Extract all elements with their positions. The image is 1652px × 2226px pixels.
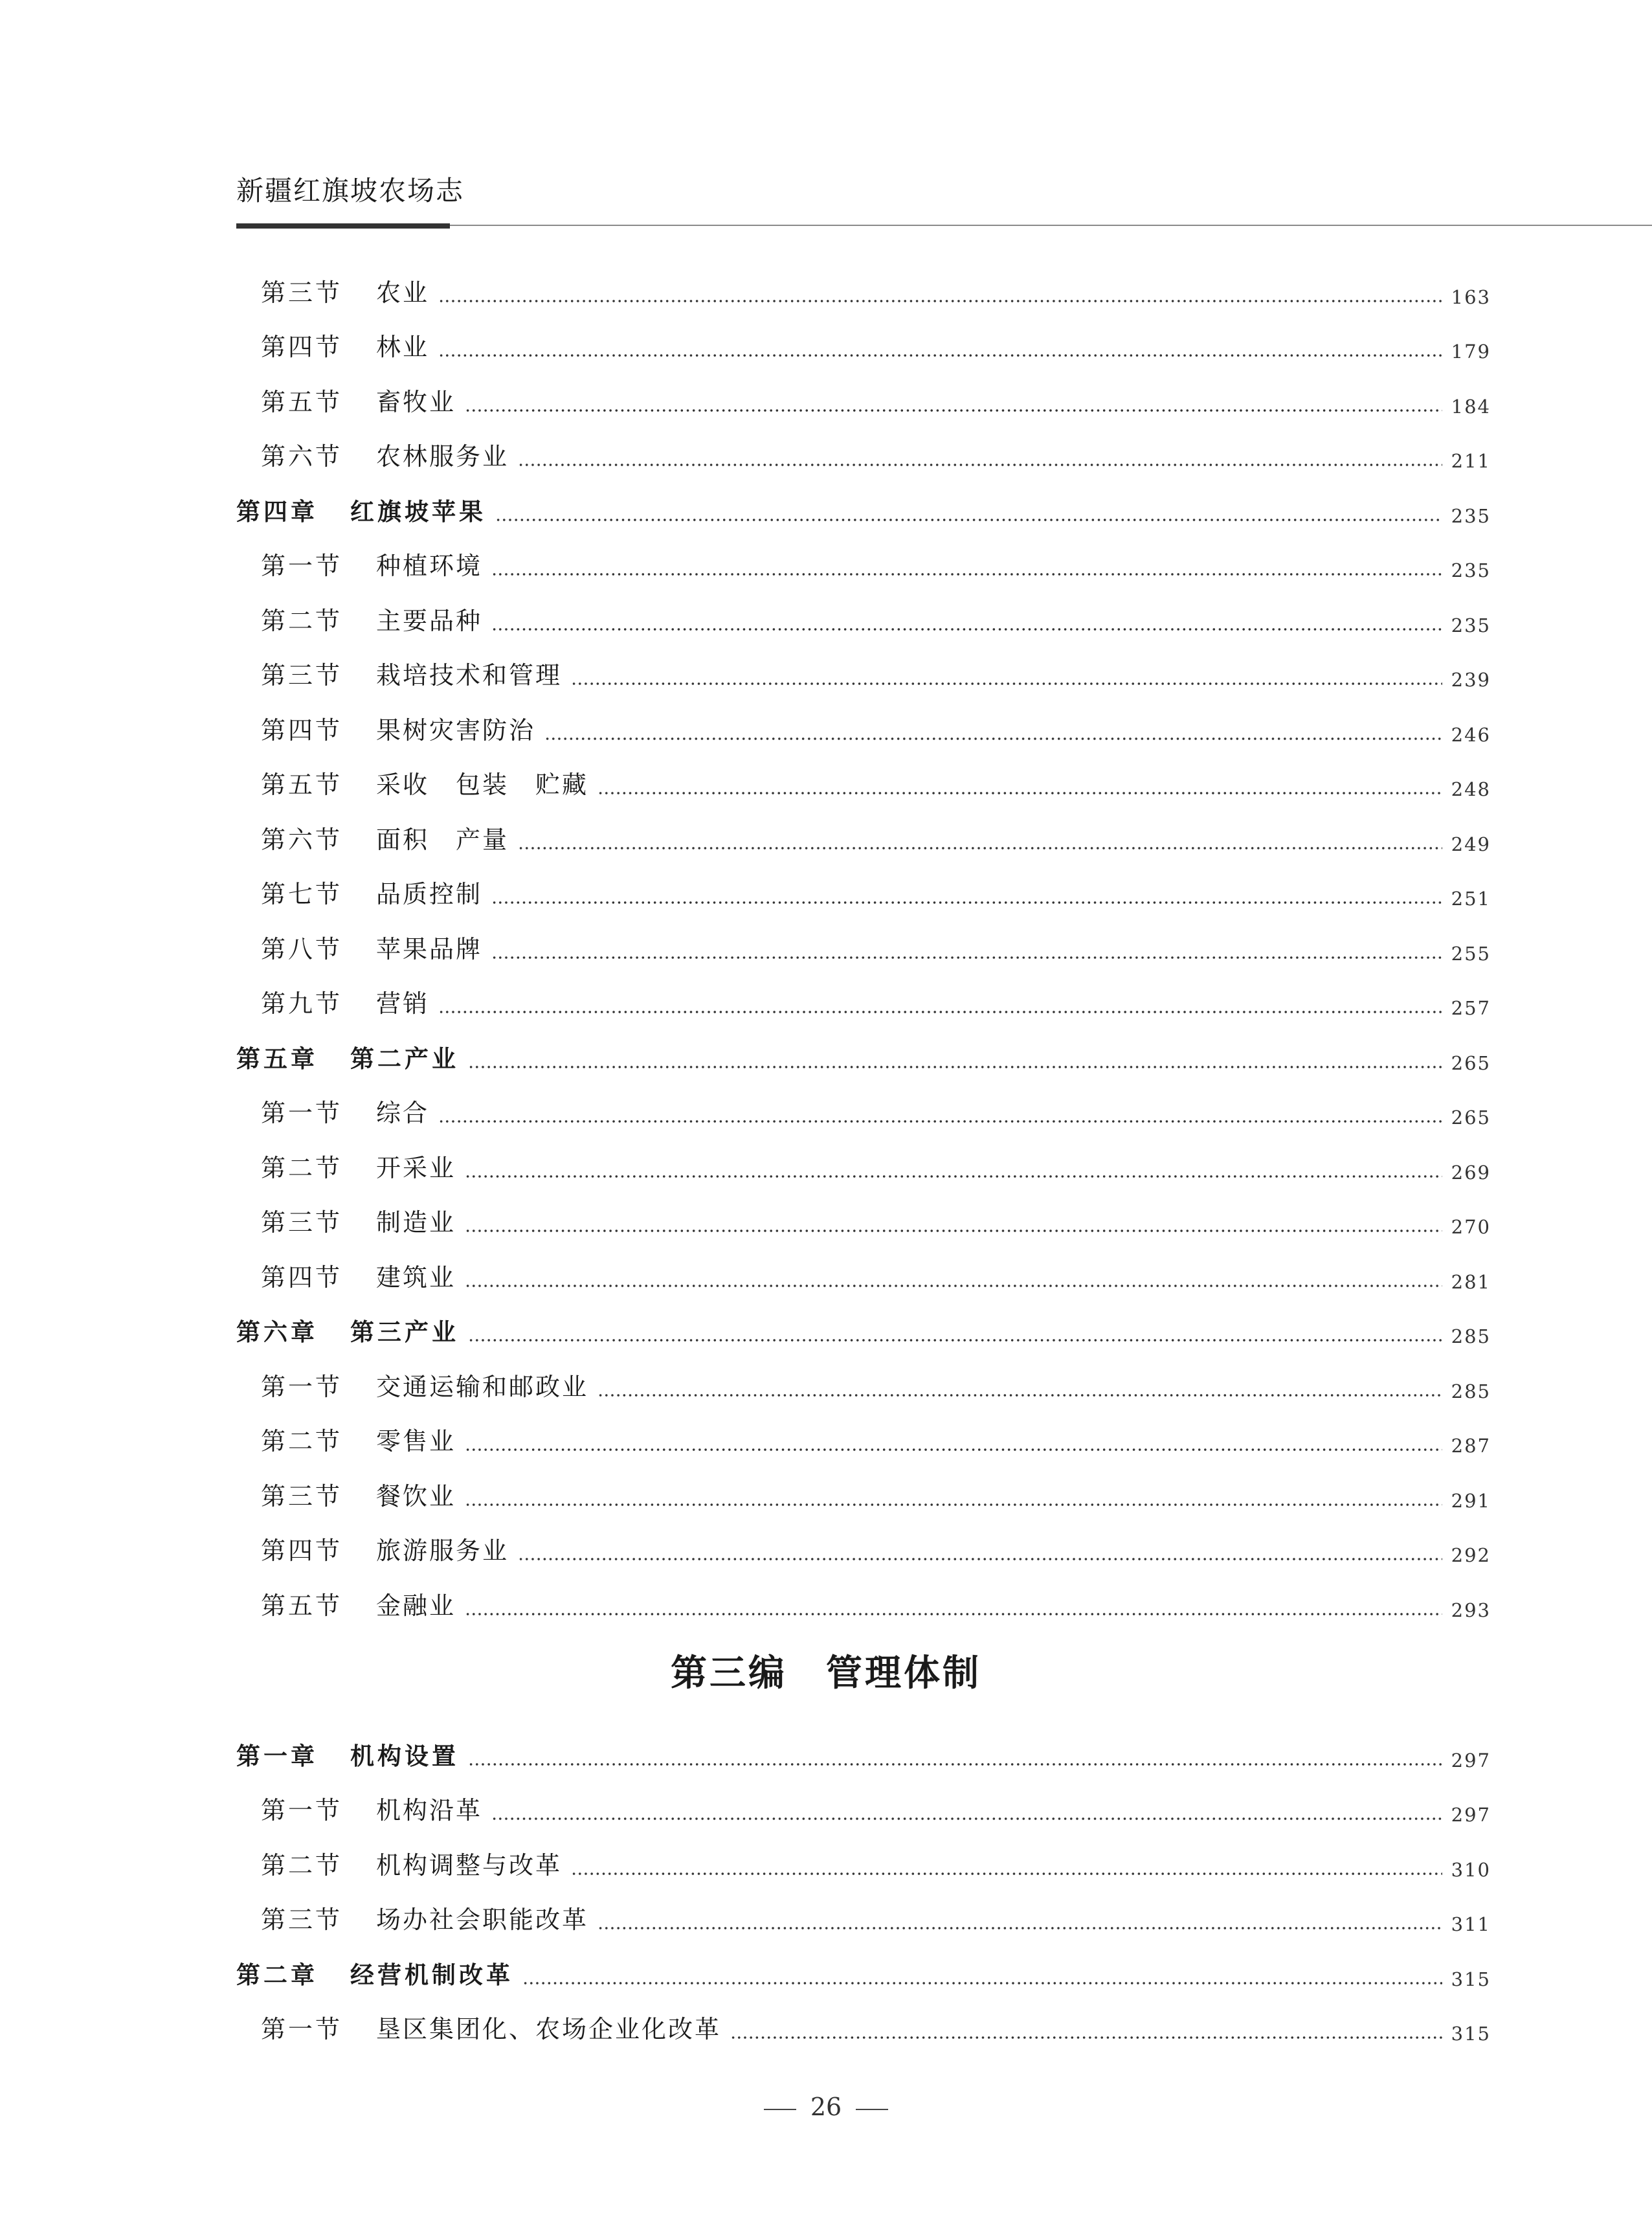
toc-dot-leader bbox=[438, 1011, 1442, 1013]
page-number: 26 bbox=[810, 2093, 842, 2121]
toc-section-entry[interactable] bbox=[236, 1466, 1491, 1521]
toc-dot-leader bbox=[465, 1285, 1442, 1287]
toc-entry-number: 第八节 bbox=[261, 934, 343, 963]
toc-entry-number: 第四节 bbox=[261, 1263, 343, 1292]
toc-page-number: 184 bbox=[1451, 395, 1491, 418]
toc-page-number: 315 bbox=[1451, 2023, 1491, 2045]
toc-entry-number: 第二节 bbox=[261, 606, 343, 635]
running-header-title: 新疆红旗坡农场志 bbox=[236, 175, 465, 207]
toc-page-number: 297 bbox=[1451, 1804, 1491, 1826]
toc-section-entry[interactable] bbox=[236, 919, 1491, 974]
toc-page-number: 179 bbox=[1451, 341, 1491, 363]
toc-page-number: 270 bbox=[1451, 1216, 1491, 1238]
toc-dot-leader bbox=[468, 1339, 1442, 1342]
toc-entry-number: 第一节 bbox=[261, 552, 343, 580]
footer-dash-right bbox=[856, 2109, 888, 2110]
toc-section-entry[interactable] bbox=[236, 1890, 1491, 1945]
toc-entry-number: 第五节 bbox=[261, 770, 343, 799]
toc-dot-leader bbox=[544, 737, 1442, 740]
toc-entry-number: 第三节 bbox=[261, 1906, 343, 1934]
toc-entry-title: 第三产业 bbox=[350, 1318, 459, 1346]
page-footer bbox=[0, 2093, 1652, 2121]
toc-chapter-entry[interactable] bbox=[236, 1944, 1491, 1999]
toc-page-number: 285 bbox=[1451, 1380, 1491, 1402]
toc-dot-leader bbox=[518, 1558, 1442, 1560]
toc-section-entry[interactable] bbox=[236, 1411, 1491, 1467]
toc-entry-number: 第二节 bbox=[261, 1427, 343, 1456]
toc-section-entry[interactable] bbox=[236, 1247, 1491, 1302]
toc-page-number: 239 bbox=[1451, 669, 1491, 691]
toc-section-entry[interactable] bbox=[236, 427, 1491, 482]
toc-page-number: 248 bbox=[1451, 778, 1491, 800]
toc-entry-number: 第三节 bbox=[261, 1481, 343, 1511]
toc-dot-leader bbox=[597, 1394, 1442, 1397]
toc-entry-title: 品质控制 bbox=[376, 880, 483, 908]
toc-section-entry[interactable] bbox=[236, 590, 1491, 646]
toc-dot-leader bbox=[495, 519, 1442, 521]
toc-entry-number: 第四章 bbox=[236, 497, 318, 526]
toc-dot-leader bbox=[491, 901, 1442, 904]
toc-entry-title: 交通运输和邮政业 bbox=[376, 1372, 589, 1401]
toc-section-entry[interactable] bbox=[236, 1575, 1491, 1630]
toc-section-entry[interactable] bbox=[236, 1083, 1491, 1138]
toc-page-number: 163 bbox=[1451, 286, 1491, 308]
toc-entry-number: 第三节 bbox=[261, 661, 343, 690]
toc-entry-title: 面积 产量 bbox=[376, 825, 509, 854]
toc-dot-leader bbox=[571, 1872, 1442, 1875]
toc-entry-title: 经营机制改革 bbox=[350, 1961, 513, 1989]
toc-entry-number: 第九节 bbox=[261, 989, 343, 1018]
toc-section-entry[interactable] bbox=[236, 536, 1491, 591]
toc-page-number: 285 bbox=[1451, 1325, 1491, 1347]
toc-page-number: 246 bbox=[1451, 723, 1491, 746]
toc-section-entry[interactable] bbox=[236, 1999, 1491, 2054]
toc-page-number: 292 bbox=[1451, 1544, 1491, 1566]
toc-page-number: 310 bbox=[1451, 1858, 1491, 1881]
toc-dot-leader bbox=[597, 1927, 1442, 1929]
toc-dot-leader bbox=[518, 847, 1442, 849]
toc-entry-number: 第二节 bbox=[261, 1850, 343, 1880]
toc-page-number: 293 bbox=[1451, 1599, 1491, 1621]
toc-section-entry[interactable] bbox=[236, 809, 1491, 864]
toc-dot-leader bbox=[468, 1763, 1442, 1766]
toc-entry-number: 第一节 bbox=[261, 1372, 343, 1401]
toc-page-number: 265 bbox=[1451, 1051, 1491, 1074]
toc-dot-leader bbox=[438, 300, 1442, 302]
toc-entry-title: 主要品种 bbox=[376, 606, 483, 635]
toc-dot-leader bbox=[438, 354, 1442, 357]
toc-chapter-entry[interactable] bbox=[236, 1302, 1491, 1357]
toc-entry-title: 农林服务业 bbox=[376, 442, 509, 471]
toc-page-number: 257 bbox=[1451, 997, 1491, 1019]
toc-page-number: 269 bbox=[1451, 1161, 1491, 1184]
toc-dot-leader bbox=[491, 956, 1442, 959]
toc-list bbox=[236, 262, 1491, 1630]
toc-dot-leader bbox=[468, 1066, 1442, 1068]
toc-entry-number: 第五章 bbox=[236, 1044, 318, 1073]
toc-entry-title: 餐饮业 bbox=[376, 1481, 456, 1511]
toc-chapter-entry[interactable] bbox=[236, 481, 1491, 536]
toc-dot-leader bbox=[438, 1120, 1442, 1123]
toc-entry-title: 红旗坡苹果 bbox=[350, 497, 486, 526]
toc-dot-leader bbox=[730, 2036, 1442, 2039]
toc-section-entry[interactable] bbox=[236, 1356, 1491, 1411]
toc-page-number: 315 bbox=[1451, 1968, 1491, 1990]
toc-entry-title: 建筑业 bbox=[376, 1263, 456, 1292]
toc-section-entry[interactable] bbox=[236, 1521, 1491, 1576]
toc-dot-leader bbox=[522, 1982, 1442, 1984]
toc-dot-leader bbox=[465, 1503, 1442, 1506]
part-number: 第三编 bbox=[671, 1652, 787, 1694]
part-heading bbox=[0, 1645, 1652, 1696]
toc-dot-leader bbox=[465, 1613, 1442, 1615]
toc-entry-title: 畜牧业 bbox=[376, 387, 456, 416]
toc-entry-title: 第二产业 bbox=[350, 1044, 459, 1073]
toc-list bbox=[236, 1726, 1491, 2054]
toc-chapter-entry[interactable] bbox=[236, 1726, 1491, 1781]
toc-dot-leader bbox=[465, 1175, 1442, 1178]
toc-page-number: 235 bbox=[1451, 614, 1491, 636]
toc-entry-title: 机构沿革 bbox=[376, 1796, 483, 1825]
header-rule-accent bbox=[236, 223, 450, 229]
toc-section-entry[interactable] bbox=[236, 646, 1491, 701]
toc-page-number: 311 bbox=[1451, 1913, 1491, 1935]
toc-entry-title: 零售业 bbox=[376, 1427, 456, 1456]
toc-chapter-entry[interactable] bbox=[236, 1028, 1491, 1083]
toc-page-number: 281 bbox=[1451, 1270, 1491, 1293]
toc-entry-number: 第四节 bbox=[261, 333, 343, 361]
toc-entry-number: 第五节 bbox=[261, 1591, 343, 1620]
toc-page-number: 235 bbox=[1451, 504, 1491, 527]
toc-dot-leader bbox=[491, 573, 1442, 576]
toc-entry-title: 垦区集团化、农场企业化改革 bbox=[376, 2015, 722, 2043]
toc-section-entry[interactable] bbox=[236, 755, 1491, 810]
toc-entry-number: 第二节 bbox=[261, 1153, 343, 1182]
toc-entry-title: 场办社会职能改革 bbox=[376, 1906, 589, 1934]
toc-entry-title: 果树灾害防治 bbox=[376, 715, 536, 745]
toc-entry-number: 第六章 bbox=[236, 1318, 318, 1346]
toc-entry-title: 机构调整与改革 bbox=[376, 1850, 563, 1880]
toc-page-number: 297 bbox=[1451, 1749, 1491, 1771]
toc-section-entry[interactable] bbox=[236, 1138, 1491, 1193]
toc-dot-leader bbox=[597, 792, 1442, 794]
toc-section-entry[interactable] bbox=[236, 262, 1491, 317]
toc-page-number: 265 bbox=[1451, 1107, 1491, 1129]
toc-entry-title: 营销 bbox=[376, 989, 430, 1018]
toc-entry-title: 种植环境 bbox=[376, 552, 483, 580]
toc-dot-leader bbox=[491, 1817, 1442, 1820]
toc-dot-leader bbox=[491, 628, 1442, 631]
toc-dot-leader bbox=[465, 1448, 1442, 1451]
toc-page-number: 251 bbox=[1451, 888, 1491, 910]
toc-entry-title: 林业 bbox=[376, 333, 430, 361]
toc-section-entry[interactable] bbox=[236, 1781, 1491, 1836]
toc-page-number: 291 bbox=[1451, 1489, 1491, 1512]
part-title: 管理体制 bbox=[826, 1652, 981, 1694]
toc-entry-number: 第四节 bbox=[261, 715, 343, 745]
toc-entry-number: 第三节 bbox=[261, 1208, 343, 1237]
toc-entry-number: 第二章 bbox=[236, 1961, 318, 1989]
toc-entry-title: 制造业 bbox=[376, 1208, 456, 1237]
toc-entry-number: 第三节 bbox=[261, 278, 343, 307]
toc-entry-title: 旅游服务业 bbox=[376, 1536, 509, 1565]
toc-entry-title: 综合 bbox=[376, 1099, 430, 1127]
toc-entry-number: 第一章 bbox=[236, 1742, 318, 1770]
toc-entry-number: 第五节 bbox=[261, 387, 343, 416]
toc-page-number: 211 bbox=[1451, 450, 1491, 472]
toc-page-number: 235 bbox=[1451, 559, 1491, 581]
toc-section-entry[interactable] bbox=[236, 372, 1491, 427]
toc-entry-number: 第四节 bbox=[261, 1536, 343, 1565]
toc-entry-number: 第六节 bbox=[261, 442, 343, 471]
toc-page-number: 287 bbox=[1451, 1435, 1491, 1457]
toc-entry-title: 机构设置 bbox=[350, 1742, 459, 1770]
toc-entry-number: 第七节 bbox=[261, 880, 343, 908]
toc-entry-title: 苹果品牌 bbox=[376, 934, 483, 963]
toc-entry-title: 农业 bbox=[376, 278, 430, 307]
toc-section-entry[interactable] bbox=[236, 317, 1491, 372]
toc-section-entry[interactable] bbox=[236, 974, 1491, 1029]
toc-page-number: 249 bbox=[1451, 833, 1491, 855]
toc-entry-title: 采收 包装 贮藏 bbox=[376, 770, 589, 799]
toc-section-entry[interactable] bbox=[236, 1835, 1491, 1890]
toc-entry-number: 第六节 bbox=[261, 825, 343, 854]
toc-entry-number: 第一节 bbox=[261, 2015, 343, 2043]
toc-dot-leader bbox=[465, 409, 1442, 412]
toc-entry-number: 第一节 bbox=[261, 1099, 343, 1127]
toc-section-entry[interactable] bbox=[236, 1193, 1491, 1248]
toc-dot-leader bbox=[518, 464, 1442, 466]
toc-entry-title: 栽培技术和管理 bbox=[376, 661, 563, 690]
toc-entry-number: 第一节 bbox=[261, 1796, 343, 1825]
toc-entry-title: 金融业 bbox=[376, 1591, 456, 1620]
toc-page-number: 255 bbox=[1451, 942, 1491, 965]
toc-dot-leader bbox=[465, 1230, 1442, 1232]
toc-entry-title: 开采业 bbox=[376, 1153, 456, 1182]
toc-dot-leader bbox=[571, 682, 1442, 685]
footer-dash-left bbox=[764, 2109, 796, 2110]
toc-section-entry[interactable] bbox=[236, 700, 1491, 755]
toc-section-entry[interactable] bbox=[236, 864, 1491, 919]
